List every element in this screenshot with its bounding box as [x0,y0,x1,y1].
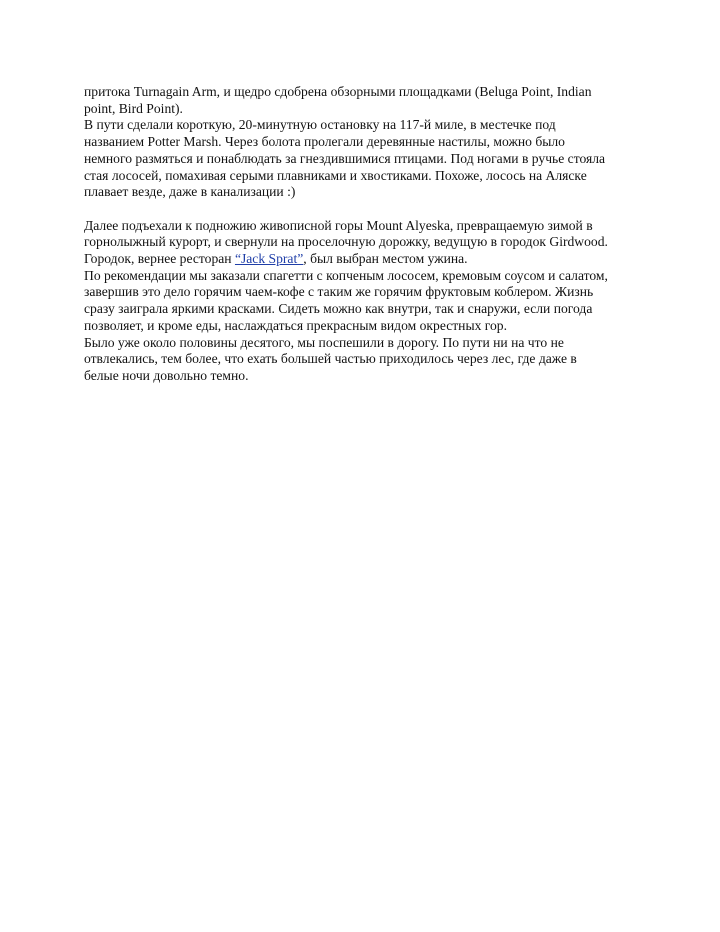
text-line: стая лососей, помахивая серыми плавниками и хвостиками. Похоже, лосось на Аляске [84,167,587,183]
paragraph-spacer [84,201,624,218]
text-line: Далее подъехали к подножию живописной горы Mount Alyeska, превращаемую зимой в [84,217,593,233]
jack-sprat-link[interactable]: “Jack Sprat” [234,251,304,267]
text-line: притока Turnagain Arm, и щедро сдобрена обзорными площадками (Beluga Point, Indian [84,84,592,99]
text-line: сразу заиграла яркими красками. Сидеть можно как внутри, так и снаружи, если погода [84,301,593,317]
text-line: белые ночи довольно темно. [84,367,249,383]
text-line: Было уже около половины десятого, мы поспешили в дорогу. По пути ни на что не [84,334,564,350]
link-line-suffix: , был выбран местом ужина. [303,251,468,267]
text-line: point, Bird Point). [84,100,183,116]
text-line: плавает везде, даже в канализации :) [84,184,296,200]
text-line-with-link [84,251,624,268]
text-line: По рекомендации мы заказали спагетти с копченым лососем, кремовым соусом и салатом, [84,267,608,283]
text-line: отвлекались, тем более, что ехать большей частью приходилось через лес, где даже в [84,351,577,367]
text-line: завершив это дело горячим чаем-кофе с таким же горячим фруктовым коблером. Жизнь [84,284,594,300]
text-line: немного размяться и понаблюдать за гнездившимися птицами. Под ногами в ручье стояла [84,150,606,166]
text-line: названием Potter Marsh. Через болота пролегали деревянные настилы, можно было [84,134,565,150]
text-line: горнолыжный курорт, и свернули на проселочную дорожку, ведущую в городок Girdwood. [84,234,608,250]
document-page [84,84,624,385]
text-line: В пути сделали короткую, 20-минутную остановку на 117-й миле, в местечке под [84,117,556,133]
paragraph-2 [84,218,624,385]
paragraph-1 [84,84,624,201]
link-line-prefix: Городок, вернее ресторан [84,251,235,267]
text-line: позволяет, и кроме еды, наслаждаться прекрасным видом окрестных гор. [84,317,507,333]
